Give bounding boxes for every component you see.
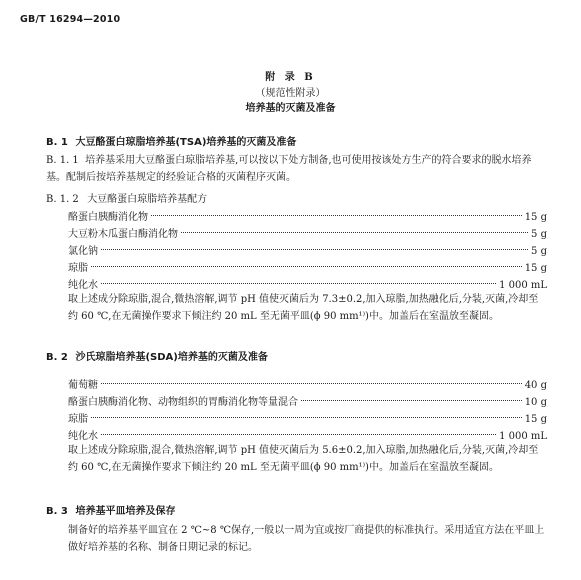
leader-dots — [181, 231, 528, 233]
standard-number: GB/T 16294—2010 — [20, 14, 121, 25]
ingredient-row — [68, 208, 547, 222]
ingredient-name: 大豆粉木瓜蛋白酶消化物 — [68, 229, 178, 240]
appendix-heading: 培养基的灭菌及准备 — [245, 103, 336, 114]
ingredient-quantity: 5 g — [531, 246, 547, 257]
section-b3-heading — [46, 502, 175, 517]
section-title: 培养基平皿培养及保存 — [75, 506, 176, 517]
leader-dots — [101, 248, 528, 250]
section-b1-heading — [46, 133, 296, 148]
ingredient-quantity: 1 000 mL — [499, 280, 547, 291]
ingredient-row — [68, 276, 547, 290]
ingredient-quantity: 40 g — [524, 380, 547, 391]
ingredient-name: 纯化水 — [68, 280, 98, 291]
leader-dots — [91, 416, 522, 418]
ingredient-row — [68, 376, 547, 390]
leader-dots — [101, 382, 522, 384]
ingredient-name: 琼脂 — [68, 263, 88, 274]
clause-b12-heading — [46, 190, 207, 205]
section-number: B. 3 — [46, 506, 68, 517]
ingredient-quantity: 10 g — [524, 397, 547, 408]
leader-dots — [101, 282, 496, 284]
preparation-procedure-b1: 取上述成分除琼脂,混合,微热溶解,调节 pH 值使灭菌后为 7.3±0.2,加入琼脂,加热融化后,分装,灭菌,冷却至约 60 ℃,在无菌操作要求下倾注约 20 mL 至无菌平皿(ϕ 90 mm¹⁾)中。加盖后在室温放至凝固。 — [68, 294, 539, 322]
ingredient-quantity: 5 g — [531, 229, 547, 240]
appendix-title: 附 录 B — [265, 72, 316, 83]
section-title: 大豆酪蛋白琼脂培养基(TSA)培养基的灭菌及准备 — [75, 137, 297, 148]
ingredient-quantity: 15 g — [524, 212, 547, 223]
section-b2-heading — [46, 348, 268, 363]
ingredient-name: 酪蛋白胰酶消化物、动物组织的胃酶消化物等量混合 — [68, 397, 298, 408]
clause-number: B. 1. 1 — [46, 155, 79, 166]
leader-dots — [151, 214, 522, 216]
ingredient-quantity: 15 g — [524, 263, 547, 274]
section-number: B. 1 — [46, 137, 68, 148]
leader-dots — [101, 433, 496, 435]
storage-text: 制备好的培养基平皿宜在 2 ℃~8 ℃保存,一般以一周为宜或按厂商提供的标准执行。采用适宜方法在平皿上做好培养基的名称、制备日期记录的标记。 — [68, 525, 545, 553]
preparation-procedure-b2: 取上述成分除琼脂,混合,微热溶解,调节 pH 值使灭菌后为 5.6±0.2,加入琼脂,加热融化后,分装,灭菌,冷却至约 60 ℃,在无菌操作要求下倾注约 20 mL 至无菌平皿(ϕ 90 mm¹⁾)中。加盖后在室温放至凝固。 — [68, 445, 539, 473]
ingredient-quantity: 1 000 mL — [499, 431, 547, 442]
ingredient-name: 氯化钠 — [68, 246, 98, 257]
leader-dots — [91, 265, 522, 267]
ingredient-row — [68, 410, 547, 424]
clause-number: B. 1. 2 — [46, 194, 79, 205]
ingredient-name: 琼脂 — [68, 414, 88, 425]
ingredient-row — [68, 259, 547, 273]
section-number: B. 2 — [46, 352, 68, 363]
ingredient-name: 酪蛋白胰酶消化物 — [68, 212, 148, 223]
ingredient-quantity: 15 g — [524, 414, 547, 425]
clause-text: 培养基采用大豆酪蛋白琼脂培养基,可以按以下处方制备,也可使用按该处方生产的符合要求的脱水培养基。配制后按培养基规定的经验证合格的灭菌程序灭菌。 — [46, 155, 532, 183]
ingredient-name: 纯化水 — [68, 431, 98, 442]
ingredient-row — [68, 242, 547, 256]
ingredient-row — [68, 427, 547, 441]
ingredient-row — [68, 225, 547, 239]
leader-dots — [301, 399, 522, 401]
appendix-note: （规范性附录） — [255, 88, 326, 99]
ingredient-name: 葡萄糖 — [68, 380, 98, 391]
clause-title: 大豆酪蛋白琼脂培养基配方 — [87, 194, 208, 205]
section-title: 沙氏琼脂培养基(SDA)培养基的灭菌及准备 — [75, 352, 268, 363]
ingredient-row — [68, 393, 547, 407]
clause-b11 — [46, 153, 546, 186]
